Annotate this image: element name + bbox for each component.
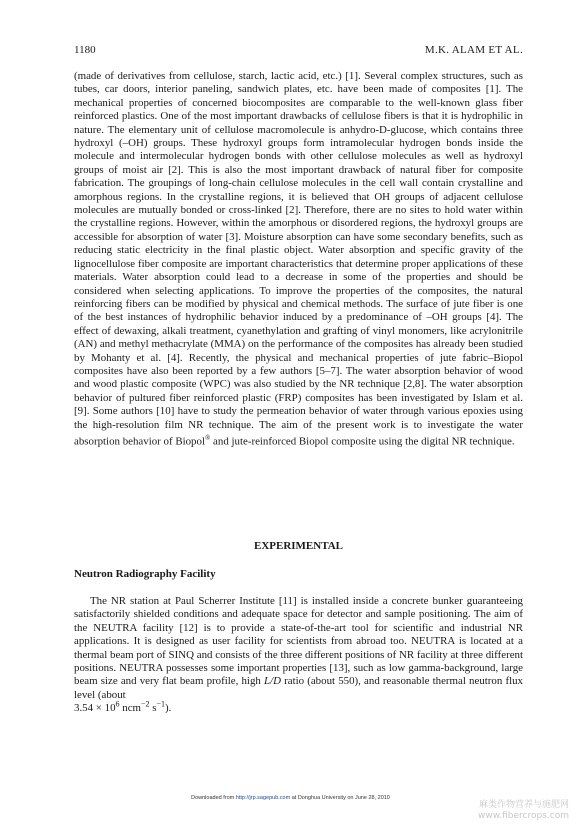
nr-facility-paragraph — [74, 595, 523, 716]
intro-text-part1: (made of derivatives from cellulose, starch, lactic acid, etc.) [1]. Several complex structures, such as tubes, car doors, interior paneling, sandwich plates, etc. have been made of composites [1]. The mechanical properties of concerned biocomposites are comparable to the well-known glass fiber reinforced plastics. One of the most important drawbacks of cellulose fibers is that it is hydrophilic in nature. The elementary unit of cellulose macromolecule is anhydro-D-glucose, which contains three hydroxyl (–OH) groups. These hydroxyl groups form intramolecular hydrogen bonds inside the molecule and intermolecular hydrogen bonds with other cellulose molecules as well as hydroxyl groups of moist air [2]. This is also the most important drawback of natural fiber for composite fabrication. The groupings of long-chain cellulose molecules in the cell wall contain crystalline and amorphous regions. In the crystalline regions, it is believed that OH groups of adjacent cellulose molecules are mutually bonded or cross-linked [2]. Therefore, there are no sites to hold water within the crystalline regions. However, within the amorphous or disordered regions, the hydroxyl groups are accessible for absorption of water [3]. Moisture absorption can have some secondary benefits, such as reducing static electricity in the final plastic object. Water absorption and specific gravity of the lignocellulose fiber composite are important characteristics that determine proper applications of these materials. Water absorption could lead to a decrease in some of the properties and should be considered when selecting applications. To improve the properties of the composites, the natural reinforcing fibers can be modified by physical and chemical methods. The surface of jute fiber is one of the best instances of hydrophilic behavior induced by a predominance of –OH groups [4]. The effect of dewaxing, alkali treatment, cyanethylation and grafting of vinyl monomers, like acrylonitrile (AN) and methyl methacrylate (MMA) on the performance of the composites has already been studied by Mohanty et al. [4]. Recently, the physical and mechanical properties of jute fabric–Biopol composites have also been reported by a few authors [5–7]. The water absorption behavior of wood and wood plastic composite (WPC) was also studied by the NR technique [2,8]. The water absorption behavior of pultured fiber reinforced plastic (FRP) composites has been investigated by Islam et al. [9]. Some authors [10] have to study the permeation behavior of water through various epoxies using the high-resolution film NR technique. The aim of the present work is to investigate the water absorption behavior of Biopol — [74, 70, 523, 448]
ld-ratio-symbol: L/D — [264, 675, 281, 688]
flux-unit-time-exp: −1 — [156, 699, 166, 709]
intro-text-part2: and jute-reinforced Biopol composite using the digital NR technique. — [210, 435, 515, 448]
flux-unit-area: ncm — [119, 702, 142, 715]
nr-text-b: ratio (about 550), and reasonable thermal neutron flux level (about — [74, 675, 523, 701]
flux-unit-area-exp: −2 — [141, 699, 150, 709]
site-watermark — [478, 800, 569, 822]
page-header — [74, 44, 523, 58]
nr-text-a: The NR station at Paul Scherrer Institute [11] is installed inside a concrete bunker guaranteeing satisfactorily shielded conditions and adequate space for detector and sample positioning. The aim of the NEUTRA facility [12] is to provide a state-of-the-art tool for scientific and industrial NR applications. It is designed as user facility for scientists from abroad too. NEUTRA is located at a thermal beam port of SINQ and consists of the three different positions of NR facility at three different positions. NEUTRA possesses some important properties [13], such as low gamma-background, large beam size and very flat beam profile, high — [74, 595, 523, 688]
footer-prefix: Downloaded from — [191, 795, 236, 801]
registered-mark: ® — [204, 433, 211, 442]
flux-close: ). — [165, 702, 172, 715]
intro-paragraph — [74, 70, 523, 449]
flux-formula — [74, 699, 172, 715]
section-heading: EXPERIMENTAL — [253, 540, 344, 552]
page-number: 1180 — [74, 44, 96, 56]
flux-base: 3.54 × 10 — [74, 702, 116, 715]
footer-link[interactable]: http://jrp.sagepub.com — [235, 795, 291, 801]
running-head: M.K. ALAM ET AL. — [424, 44, 523, 56]
subsection-heading: Neutron Radiography Facility — [74, 568, 216, 580]
footer-suffix: at Donghua University on June 28, 2010 — [290, 795, 390, 801]
watermark-line2: www.fibercrops.com — [478, 811, 569, 821]
flux-exponent: 6 — [115, 699, 120, 709]
flux-unit-time: s — [149, 702, 157, 715]
watermark-line1: 麻类作物营养与施肥网 — [478, 800, 569, 810]
